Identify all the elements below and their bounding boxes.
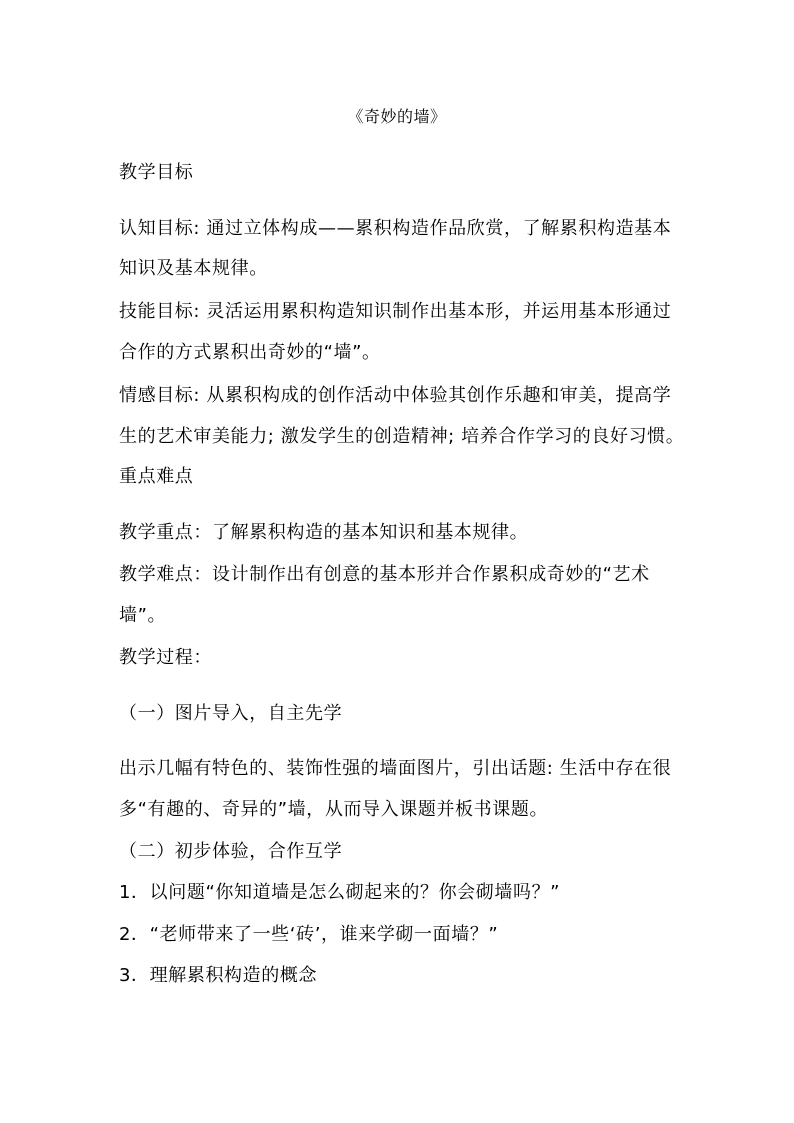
document-title: 《奇妙的墙》	[347, 107, 447, 126]
goal-cognitive-line-1: 认知目标: 通过立体构成——累积构造作品欣赏，了解累积构造基本	[119, 218, 672, 239]
key-point-text: 教学重点：了解累积构造的基本知识和基本规律。	[119, 522, 529, 543]
goal-skill-line-1: 技能目标: 灵活运用累积构造知识制作出基本形，并运用基本形通过	[119, 301, 672, 322]
section-2-heading: （二）初步体验，合作互学	[119, 841, 343, 862]
list-item-1: 1．以问题“你知道墙是怎么砌起来的？你会砌墙吗？”	[119, 882, 561, 903]
section-1-text-line-2: 多“有趣的、奇异的”墙，从而导入课题并板书课题。	[119, 799, 549, 820]
goal-emotion-line-2: 生的艺术审美能力; 激发学生的创造精神; 培养合作学习的良好习惯。	[119, 426, 685, 447]
section-1-heading: （一）图片导入，自主先学	[119, 703, 343, 724]
section-1-text-line-1: 出示几幅有特色的、装饰性强的墙面图片，引出话题: 生活中存在很	[119, 758, 672, 779]
difficult-point-line-1: 教学难点：设计制作出有创意的基本形并合作累积成奇妙的“艺术	[119, 564, 650, 585]
list-item-2: 2．“老师带来了一些‘砖’，谁来学砌一面墙？”	[119, 924, 499, 945]
goal-emotion-line-1: 情感目标: 从累积构成的创作活动中体验其创作乐趣和审美，提高学	[119, 385, 672, 406]
goal-skill-line-2: 合作的方式累积出奇妙的“墙”。	[119, 342, 381, 363]
heading-teaching-process: 教学过程：	[119, 647, 212, 668]
goal-cognitive-line-2: 知识及基本规律。	[119, 258, 268, 279]
heading-key-difficult-points: 重点难点	[119, 466, 194, 487]
heading-teaching-goals: 教学目标	[119, 162, 194, 183]
list-item-3: 3．理解累积构造的概念	[119, 965, 318, 986]
difficult-point-line-2: 墙”。	[119, 605, 167, 626]
